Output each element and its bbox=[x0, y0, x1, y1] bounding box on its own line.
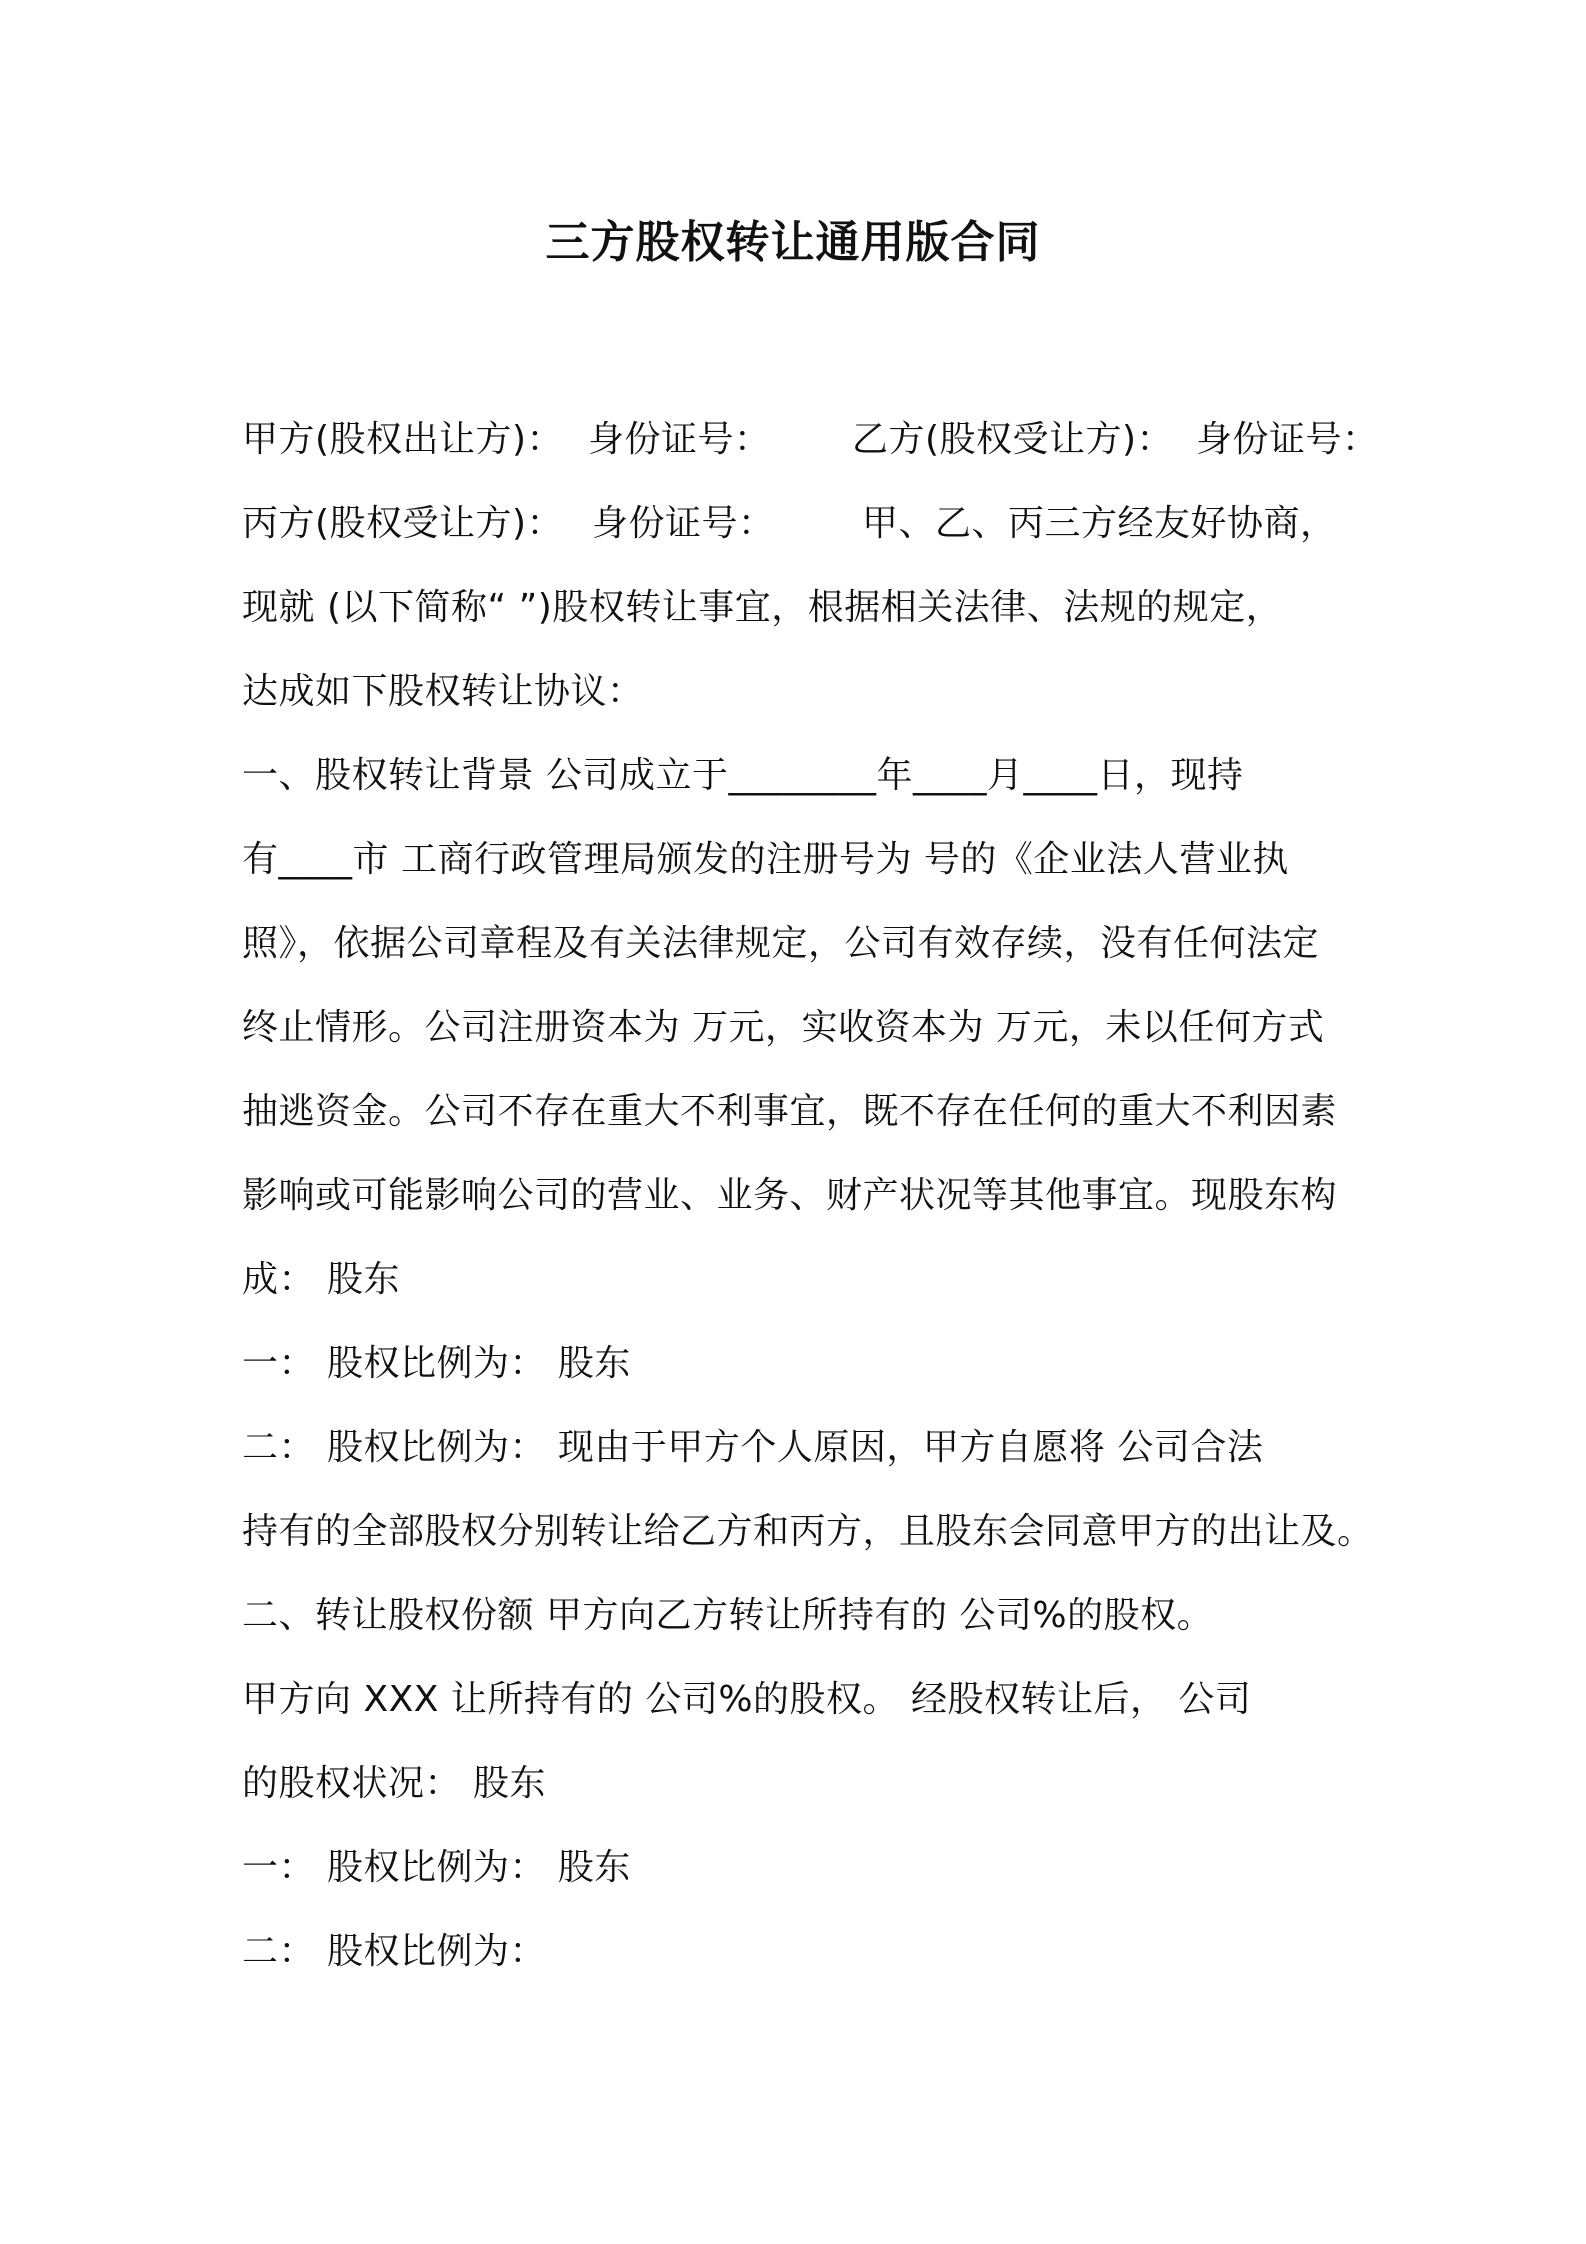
party-b-label: 乙方(股权受让方)： bbox=[852, 419, 1174, 460]
intro-start: 甲、乙、丙三方经友好协商， bbox=[862, 503, 1337, 544]
body-line: 持有的全部股权分别转让给乙方和丙方，且股东会同意甲方的出让及。 bbox=[242, 1511, 1374, 1552]
body-line: 的股权状况： 股东 bbox=[242, 1763, 546, 1804]
document-title: 三方股权转让通用版合同 bbox=[545, 217, 1041, 268]
body-line: 现就 (以下简称“ ”)股权转让事宜，根据相关法律、法规的规定， bbox=[242, 587, 1283, 628]
body-line: 照》，依据公司章程及有关法律规定，公司有效存续，没有任何法定 bbox=[242, 923, 1320, 964]
body-line: 终止情形。公司注册资本为 万元，实收资本为 万元，未以任何方式 bbox=[242, 1007, 1325, 1048]
body-line: 一： 股权比例为： 股东 bbox=[242, 1343, 631, 1384]
body-line: 二： 股权比例为： 现由于甲方个人原因，甲方自愿将 公司合法 bbox=[242, 1427, 1264, 1468]
body-line: 二： 股权比例为： bbox=[242, 1931, 546, 1972]
body-line: 有____市 工商行政管理局颁发的注册号为 号的《企业法人营业执 bbox=[242, 839, 1289, 880]
party-a-label: 甲方(股权出让方)： bbox=[242, 419, 564, 460]
section-2-heading-line: 二、转让股权份额 甲方向乙方转让所持有的 公司%的股权。 bbox=[242, 1595, 1214, 1636]
party-b-id-label: 身份证号： bbox=[1196, 419, 1379, 460]
body-line: 达成如下股权转让协议： bbox=[242, 671, 644, 712]
body-line: 一： 股权比例为： 股东 bbox=[242, 1847, 631, 1888]
party-c-label: 丙方(股权受让方)： bbox=[242, 503, 564, 544]
party-c-id-label: 身份证号： bbox=[592, 503, 775, 544]
body-line: 抽逃资金。公司不存在重大不利事宜，既不存在任何的重大不利因素 bbox=[242, 1091, 1338, 1132]
body-line: 甲方向 XXX 让所持有的 公司%的股权。 经股权转让后， 公司 bbox=[242, 1679, 1252, 1720]
body-line: 影响或可能影响公司的营业、业务、财产状况等其他事宜。现股东构 bbox=[242, 1175, 1338, 1216]
body-line: 成： 股东 bbox=[242, 1259, 400, 1300]
section-1-heading-line: 一、股权转让背景 公司成立于________年____月____日，现持 bbox=[242, 755, 1244, 796]
party-a-id-label: 身份证号： bbox=[588, 419, 771, 460]
